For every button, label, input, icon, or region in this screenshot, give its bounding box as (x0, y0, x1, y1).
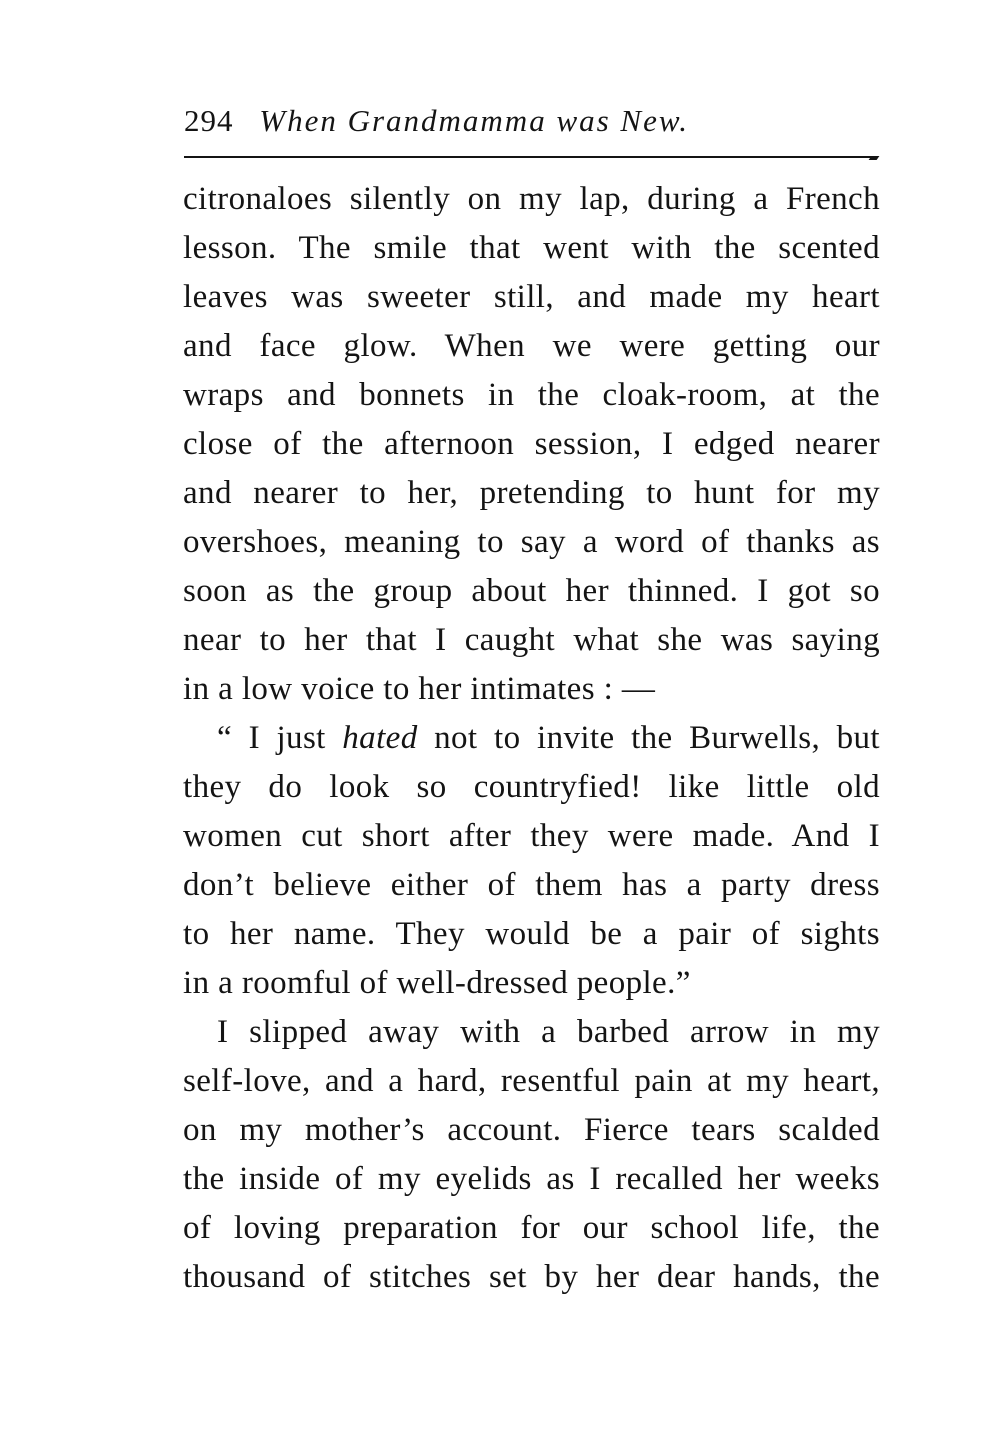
text-line: leaves was sweeter still, and made my heart (183, 279, 880, 315)
body-text (183, 175, 880, 1302)
text-line (183, 714, 880, 763)
text-line: the inside of my eyelids as I recalled her weeks (183, 1161, 880, 1197)
text-line: soon as the group about her thinned. I got so (183, 573, 880, 609)
running-head (184, 96, 880, 146)
text-line: women cut short after they were made. And I (183, 818, 880, 854)
text-line: close of the afternoon session, I edged nearer (183, 426, 880, 462)
paragraph-2 (183, 714, 880, 1008)
text-line: near to her that I caught what she was saying (183, 622, 880, 658)
text-line: in a low voice to her intimates : — (183, 671, 656, 707)
header-rule (184, 156, 874, 158)
text-line: of loving preparation for our school life, the (183, 1210, 880, 1246)
text-line: on my mother’s account. Fierce tears scalded (183, 1112, 880, 1148)
text-run: “ I just (217, 720, 343, 756)
text-line: and face glow. When we were getting our (183, 328, 880, 364)
text-line: don’t believe either of them has a party dress (183, 867, 880, 903)
text-line: and nearer to her, pretending to hunt for my (183, 475, 880, 511)
text-line: overshoes, meaning to say a word of thanks as (183, 524, 880, 560)
text-line: I slipped away with a barbed arrow in my (217, 1014, 880, 1050)
paragraph-1 (183, 175, 880, 714)
text-line: self-love, and a hard, resentful pain at my heart, (183, 1063, 880, 1099)
page-number: 294 (184, 103, 234, 138)
paragraph-3 (183, 1008, 880, 1302)
text-line: citronaloes silently on my lap, during a French (183, 181, 880, 217)
text-line: wraps and bonnets in the cloak-room, at the (183, 377, 880, 413)
text-line: thousand of stitches set by her dear hands, the (183, 1259, 880, 1295)
text-line: in a roomful of well-dressed people.” (183, 965, 691, 1001)
emphasis-text: hated (342, 720, 418, 756)
text-run: not to invite the Burwells, but (417, 720, 880, 756)
text-line: lesson. The smile that went with the scented (183, 230, 880, 266)
running-title: When Grandmamma was New. (259, 103, 689, 138)
text-line: they do look so countryfied! like little old (183, 769, 880, 805)
text-line: to her name. They would be a pair of sights (183, 916, 880, 952)
